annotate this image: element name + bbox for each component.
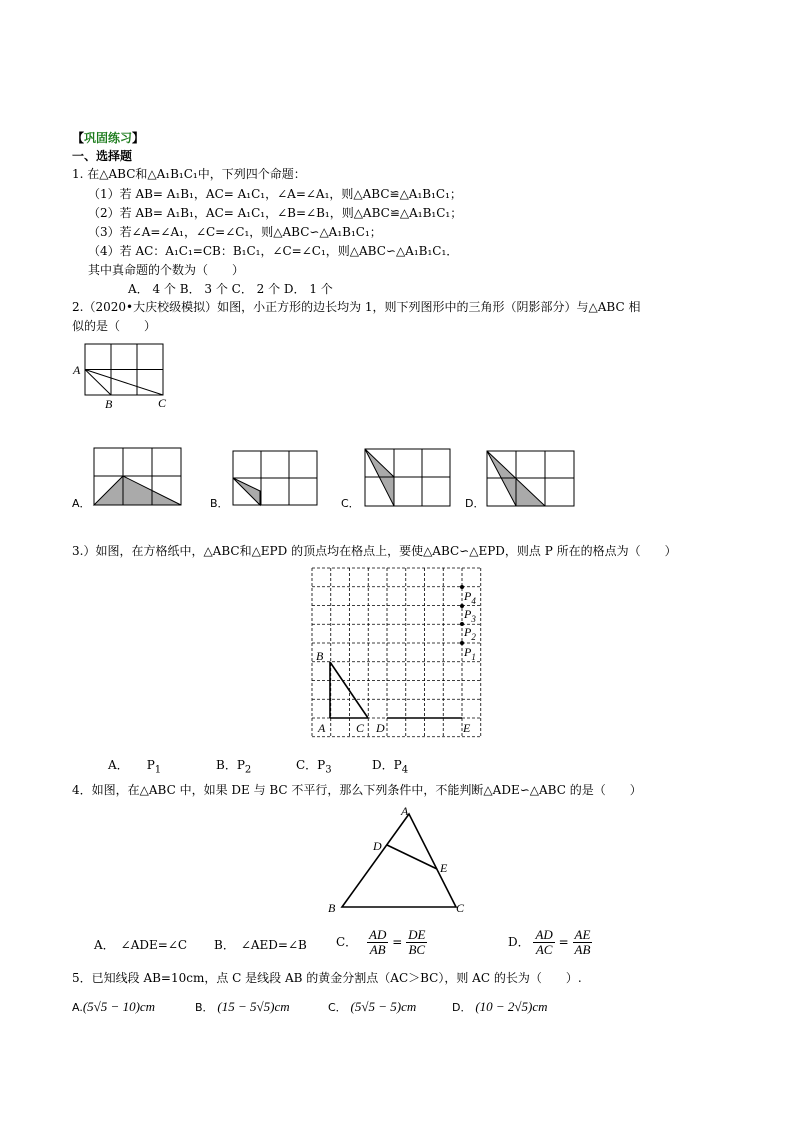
q4-label-E: E [440,861,448,875]
q5-option-b[interactable]: B． (15 − 5√5)cm [195,999,290,1014]
q3-label-E: E [463,721,471,735]
q1-item-1: （1）若 AB= A₁B₁，AC= A₁C₁，∠A=∠A₁，则△ABC≌△A₁B₁C₁； [88,187,462,201]
q4-label-D: D [373,839,382,853]
q3-option-c[interactable]: C．$P_3$ [296,758,332,776]
q3-option-b[interactable]: B．$P_2$ [216,758,252,776]
q3-option-a[interactable]: A． $P_1$ [108,758,162,776]
q4-c-frac-1: $\frac{AD}{AB}$ [369,927,387,957]
q3-grid-figure [312,568,482,738]
q4-option-d[interactable]: D． $\frac{AD}{AC}$ = $\frac{AE}{AB}$ [508,927,591,957]
q3-label-D: D [376,721,385,735]
q3-option-d[interactable]: D．$P_4$ [372,758,409,776]
section-heading: 一、选择题 [72,149,133,163]
q3-label-P1: $P_1$ [464,645,476,662]
q4-label-C: C [456,901,465,915]
q3-label-P3: $P_3$ [464,607,476,624]
q3-label-A: A [318,721,326,735]
q2-option-d[interactable]: D． [465,497,485,510]
q2-option-b[interactable]: B． [210,497,229,510]
q3-label-B: B [316,649,324,663]
q1-stem: 1. 在△ABC和△A₁B₁C₁中，下列四个命题： [72,167,306,181]
q5-stem: 5．已知线段 AB=10cm，点 C 是线段 AB 的黄金分割点（AC＞BC），则 AC 的长为（ ）. [72,971,582,985]
q2-option-b-figure [233,451,321,506]
q4-option-a[interactable]: A． ∠ADE=∠C [94,938,188,952]
q4-d-frac-1: $\frac{AD}{AC}$ [535,927,553,957]
q4-label-A: A [401,804,409,818]
q5-option-a[interactable]: A.(5√5 − 10)cm [72,999,156,1014]
q3-label-C: C [356,721,365,735]
q2-option-d-figure [487,451,575,507]
q2-option-c[interactable]: C． [341,497,360,510]
q1-item-4: （4）若 AC：A₁C₁=CB：B₁C₁，∠C=∠C₁，则△ABC∽△A₁B₁C₁． [88,244,459,258]
section-title: 【巩固练习】 [72,131,145,145]
q4-c-frac-2: $\frac{DE}{BC}$ [408,927,426,957]
q2-label-C: C [158,396,167,410]
q4-stem: 4．如图，在△ABC 中，如果 DE 与 BC 不平行，那么下列条件中，不能判断△ADE∽△ABC 的是（ ） [72,783,642,797]
q2-label-B: B [105,397,113,411]
q3-stem: 3.）如图，在方格纸中，△ABC和△EPD 的顶点均在格点上，要使△ABC∽△EPD，则点 P 所在的格点为（ ） [72,544,677,558]
q3-label-P2: $P_2$ [464,625,476,642]
q2-option-a-figure [94,448,182,506]
q2-main-figure [70,340,180,415]
q2-label-A: A [73,363,81,377]
q1-item-3: （3）若∠A=∠A₁，∠C=∠C₁，则△ABC∽△A₁B₁C₁； [88,225,382,239]
q1-ask: 其中真命题的个数为（ ） [88,263,245,277]
q2-option-c-figure [365,449,453,507]
q1-options: A． 4 个 B． 3 个 C． 2 个 D． 1 个 [128,282,333,296]
q3-label-P4: $P_4$ [464,589,476,606]
q4-option-c[interactable]: C． $\frac{AD}{AB}$ = $\frac{DE}{BC}$ [336,927,426,957]
q2-stem-line1: 2.（2020•大庆校级模拟）如图，小正方形的边长均为 1，则下列图形中的三角形（阴影部分）与△ABC 相 [72,300,641,314]
q4-d-frac-2: $\frac{AE}{AB}$ [574,927,591,957]
q5-option-c[interactable]: C． (5√5 − 5)cm [328,999,417,1014]
q4-label-B: B [328,901,336,915]
q1-item-2: （2）若 AB= A₁B₁，AC= A₁C₁，∠B=∠B₁，则△ABC≌△A₁B₁C₁； [88,206,463,220]
q4-option-b[interactable]: B． ∠AED=∠B [214,938,307,952]
q5-option-d[interactable]: D． (10 − 2√5)cm [452,999,548,1014]
q4-triangle-figure [320,804,480,919]
q2-stem-line2: 似的是（ ） [72,319,157,333]
q2-option-a[interactable]: A． [72,497,91,510]
